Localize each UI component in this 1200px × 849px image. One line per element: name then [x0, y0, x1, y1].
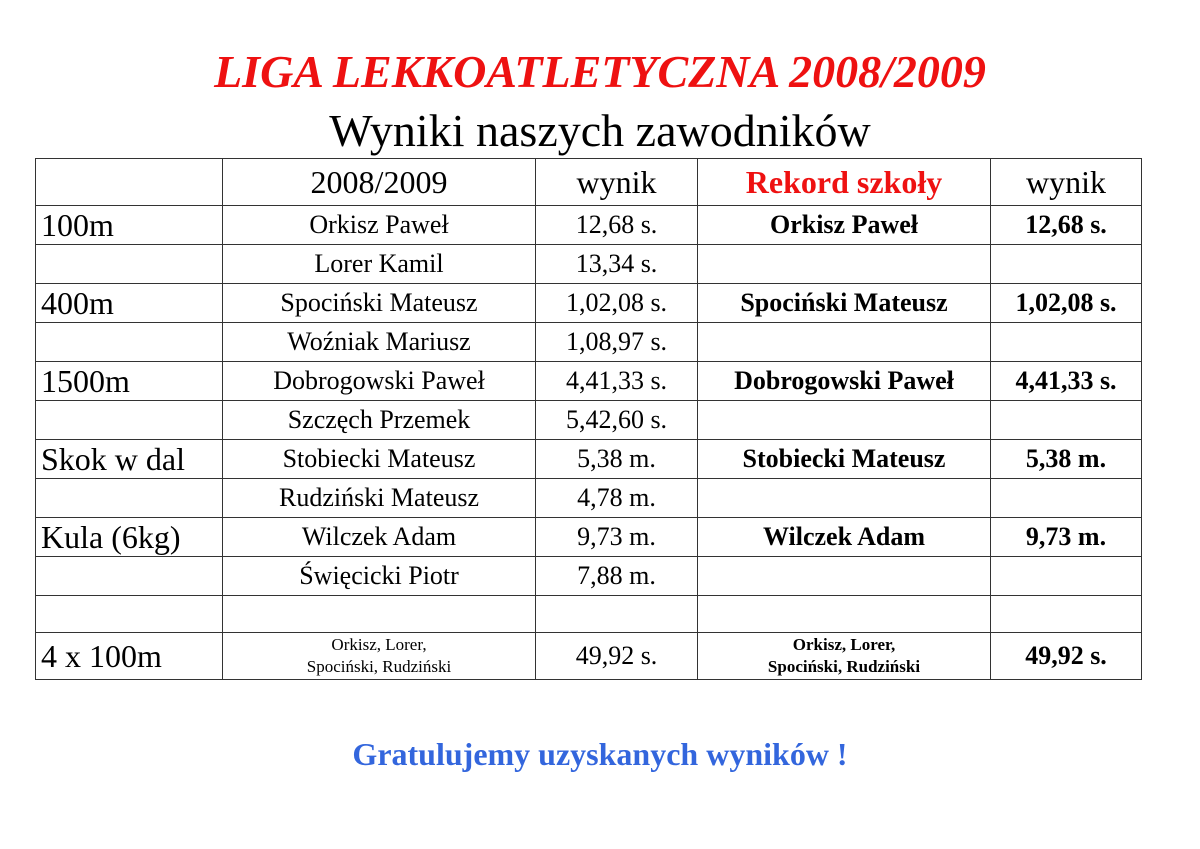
athlete-cell: Święcicki Piotr: [223, 557, 536, 596]
athlete-cell: Dobrogowski Paweł: [223, 362, 536, 401]
header-school-record: Rekord szkoły: [698, 159, 991, 206]
relay-result-cell: 49,92 s.: [536, 633, 698, 680]
record-holder-cell: Stobiecki Mateusz: [698, 440, 991, 479]
table-row: [36, 284, 1142, 323]
athlete-cell: Orkisz Paweł: [223, 206, 536, 245]
record-holder-cell: [698, 557, 991, 596]
table-row: [36, 245, 1142, 284]
record-holder-cell: Wilczek Adam: [698, 518, 991, 557]
empty-cell: [36, 596, 223, 633]
event-cell: [36, 401, 223, 440]
table-header-row: [36, 159, 1142, 206]
relay-athletes-cell: [223, 633, 536, 680]
record-holder-cell: Dobrogowski Paweł: [698, 362, 991, 401]
record-holder-cell: [698, 245, 991, 284]
result-cell: 4,41,33 s.: [536, 362, 698, 401]
relay-athletes-cell-line1: Orkisz, Lorer,: [331, 635, 427, 654]
page-subtitle: Wyniki naszych zawodników: [329, 105, 871, 156]
record-result-cell: 9,73 m.: [991, 518, 1142, 557]
record-result-cell: 12,68 s.: [991, 206, 1142, 245]
event-cell: [36, 557, 223, 596]
header-result: wynik: [536, 159, 698, 206]
event-cell: 400m: [36, 284, 223, 323]
event-cell: 100m: [36, 206, 223, 245]
table-row: [36, 206, 1142, 245]
result-cell: 1,08,97 s.: [536, 323, 698, 362]
table-row: [36, 323, 1142, 362]
relay-record-holder-cell: [698, 633, 991, 680]
result-cell: 4,78 m.: [536, 479, 698, 518]
record-result-cell: 4,41,33 s.: [991, 362, 1142, 401]
record-result-cell: [991, 479, 1142, 518]
athlete-cell: Spociński Mateusz: [223, 284, 536, 323]
record-holder-cell: [698, 401, 991, 440]
empty-cell: [991, 596, 1142, 633]
relay-row: [36, 633, 1142, 680]
record-holder-cell: Spociński Mateusz: [698, 284, 991, 323]
athlete-cell: Woźniak Mariusz: [223, 323, 536, 362]
header-season: 2008/2009: [223, 159, 536, 206]
record-result-cell: 1,02,08 s.: [991, 284, 1142, 323]
record-holder-cell: [698, 323, 991, 362]
athlete-cell: Szczęch Przemek: [223, 401, 536, 440]
relay-record-holder-cell-line1: Orkisz, Lorer,: [792, 635, 896, 654]
record-holder-cell: Orkisz Paweł: [698, 206, 991, 245]
empty-cell: [223, 596, 536, 633]
athlete-cell: Lorer Kamil: [223, 245, 536, 284]
relay-event-cell: 4 x 100m: [36, 633, 223, 680]
event-cell: [36, 479, 223, 518]
table-row: [36, 362, 1142, 401]
event-cell: [36, 245, 223, 284]
result-cell: 7,88 m.: [536, 557, 698, 596]
result-cell: 12,68 s.: [536, 206, 698, 245]
athlete-cell: Stobiecki Mateusz: [223, 440, 536, 479]
result-cell: 9,73 m.: [536, 518, 698, 557]
page-title: LIGA LEKKOATLETYCZNA 2008/2009: [214, 46, 986, 97]
athlete-cell: Wilczek Adam: [223, 518, 536, 557]
event-cell: 1500m: [36, 362, 223, 401]
table-row: [36, 518, 1142, 557]
result-cell: 5,42,60 s.: [536, 401, 698, 440]
table-row: [36, 401, 1142, 440]
empty-row: [36, 596, 1142, 633]
table-row: [36, 557, 1142, 596]
event-cell: Kula (6kg): [36, 518, 223, 557]
results-table: [35, 158, 1142, 680]
record-result-cell: [991, 245, 1142, 284]
relay-record-holder-cell-line2: Spociński, Rudziński: [767, 657, 921, 676]
table-row: [36, 479, 1142, 518]
record-result-cell: [991, 557, 1142, 596]
empty-cell: [698, 596, 991, 633]
empty-cell: [536, 596, 698, 633]
result-cell: 5,38 m.: [536, 440, 698, 479]
result-cell: 13,34 s.: [536, 245, 698, 284]
event-cell: [36, 323, 223, 362]
header-event: [36, 159, 223, 206]
header-record-result: wynik: [991, 159, 1142, 206]
table-row: [36, 440, 1142, 479]
congratulations-text: Gratulujemy uzyskanych wyników !: [352, 736, 848, 772]
record-holder-cell: [698, 479, 991, 518]
record-result-cell: 5,38 m.: [991, 440, 1142, 479]
relay-record-result-cell: 49,92 s.: [991, 633, 1142, 680]
record-result-cell: [991, 401, 1142, 440]
relay-athletes-cell-line2: Spociński, Rudziński: [306, 657, 452, 676]
event-cell: Skok w dal: [36, 440, 223, 479]
athlete-cell: Rudziński Mateusz: [223, 479, 536, 518]
record-result-cell: [991, 323, 1142, 362]
result-cell: 1,02,08 s.: [536, 284, 698, 323]
